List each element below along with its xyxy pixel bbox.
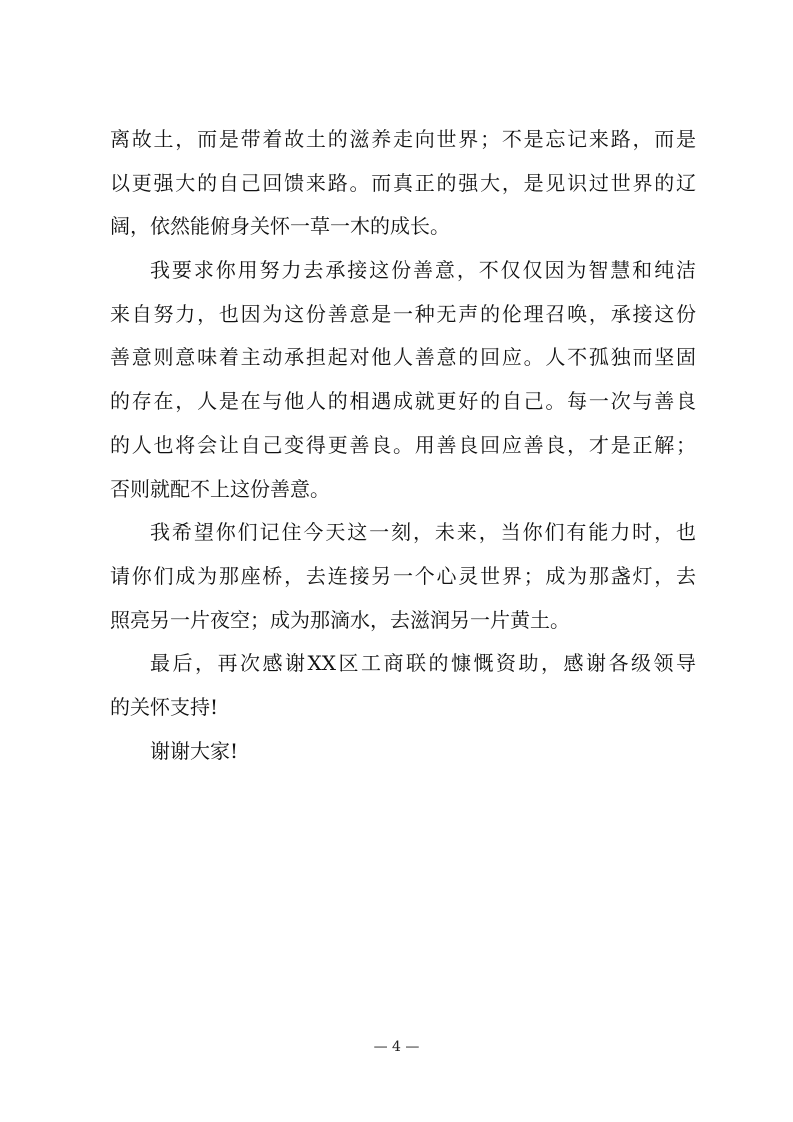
paragraph-continuation xyxy=(110,118,696,249)
text-line: 照亮另一片夜空；成为那滴水，去滋润另一片黄土。 xyxy=(110,607,570,632)
text-line: 阔，依然能俯身关怀一草一木的成长。 xyxy=(110,214,450,239)
text-line: 来自努力，也因为这份善意是一种无声的伦理召唤，承接这份 xyxy=(110,301,696,326)
text-line: 我希望你们记住今天这一刻，未来，当你们有能力时，也 xyxy=(150,520,696,545)
text-line: 我要求你用努力去承接这份善意，不仅仅因为智慧和纯洁 xyxy=(150,258,696,283)
text-line: 请你们成为那座桥，去连接另一个心灵世界；成为那盏灯，去 xyxy=(110,563,696,588)
text-line: 否则就配不上这份善意。 xyxy=(110,476,330,501)
body-text xyxy=(110,118,696,773)
text-line: 最后，再次感谢XX区工商联的慷慨资助，感谢各级领导 xyxy=(150,651,696,676)
text-line: 以更强大的自己回馈来路。而真正的强大，是见识过世界的辽 xyxy=(110,170,696,195)
paragraph-hope xyxy=(110,511,696,642)
text-line: 善意则意味着主动承担起对他人善意的回应。人不孤独而坚固 xyxy=(110,345,696,370)
paragraph-effort xyxy=(110,249,696,511)
paragraph-thanks xyxy=(110,642,696,729)
text-line: 的人也将会让自己变得更善良。用善良回应善良，才是正解； xyxy=(110,432,696,457)
text-line: 的存在，人是在与他人的相遇成就更好的自己。每一次与善良 xyxy=(110,389,696,414)
paragraph-closing xyxy=(110,730,696,774)
page-number: — 4 — xyxy=(373,1039,420,1055)
text-line: 离故土，而是带着故土的滋养走向世界；不是忘记来路，而是 xyxy=(110,127,696,151)
text-line: 的关怀支持! xyxy=(110,694,219,719)
text-line: 谢谢大家! xyxy=(150,738,239,763)
